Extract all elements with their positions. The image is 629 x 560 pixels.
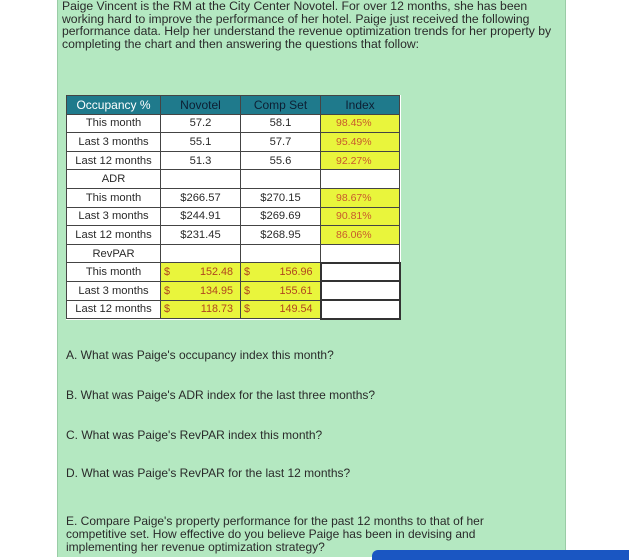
empty-cell [321, 244, 400, 263]
novotel-value [161, 263, 241, 282]
novotel-value: $231.45 [161, 226, 241, 245]
index-answer-cell[interactable] [321, 263, 400, 282]
table-row [67, 188, 400, 207]
currency-symbol: $ [164, 303, 171, 316]
performance-table [66, 95, 401, 320]
amount: 134.95 [199, 284, 233, 297]
novotel-value: 55.1 [161, 133, 241, 152]
index-answer-cell[interactable] [321, 300, 400, 319]
novotel-value: $266.57 [161, 188, 241, 207]
table-row [67, 133, 400, 152]
header-index: Index [321, 96, 400, 115]
amount: 156.96 [279, 266, 313, 279]
row-label: Last 12 months [67, 151, 161, 170]
empty-cell [161, 170, 241, 189]
answer-input-bar[interactable] [372, 550, 629, 560]
comp-value: $270.15 [241, 188, 321, 207]
index-value[interactable]: 90.81% [321, 207, 400, 226]
comp-value: 58.1 [241, 114, 321, 133]
header-novotel: Novotel [161, 96, 241, 115]
question-d: D. What was Paige's RevPAR for the last 12 months? [66, 466, 351, 480]
row-label: Last 3 months [67, 133, 161, 152]
table-row [67, 114, 400, 133]
amount: 155.61 [279, 284, 313, 297]
table-header-row [67, 96, 400, 115]
novotel-value [161, 300, 241, 319]
section-row-revpar [67, 244, 400, 263]
amount: 149.54 [279, 303, 313, 316]
table-row [67, 207, 400, 226]
novotel-value: 57.2 [161, 114, 241, 133]
question-b: B. What was Paige's ADR index for the last three months? [66, 388, 376, 402]
currency-symbol: $ [244, 284, 251, 297]
empty-cell [321, 170, 400, 189]
index-value[interactable]: 92.27% [321, 151, 400, 170]
empty-cell [161, 244, 241, 263]
comp-value: 57.7 [241, 133, 321, 152]
row-label: Last 12 months [67, 226, 161, 245]
row-label: Last 3 months [67, 207, 161, 226]
index-value[interactable]: 98.67% [321, 188, 400, 207]
empty-cell [241, 170, 321, 189]
intro-paragraph: Paige Vincent is the RM at the City Center Novotel. For over 12 months, she has been working hard to improve the performance of her hotel. Paige just received the following performance data. Help her understand the revenue optimization trends for her property by completing the chart and then answering the questions that follow: [62, 0, 552, 51]
table-row [67, 226, 400, 245]
currency-symbol: $ [164, 266, 171, 279]
row-label: This month [67, 114, 161, 133]
currency-symbol: $ [164, 284, 171, 297]
question-a: A. What was Paige's occupancy index this month? [66, 348, 334, 362]
comp-value: 55.6 [241, 151, 321, 170]
header-occupancy: Occupancy % [67, 96, 161, 115]
index-value[interactable]: 98.45% [321, 114, 400, 133]
comp-value [241, 263, 321, 282]
table-row [67, 151, 400, 170]
section-label-adr: ADR [67, 170, 161, 189]
novotel-value [161, 281, 241, 300]
comp-value: $268.95 [241, 226, 321, 245]
comp-value: $269.69 [241, 207, 321, 226]
section-label-revpar: RevPAR [67, 244, 161, 263]
header-comp-set: Comp Set [241, 96, 321, 115]
currency-symbol: $ [244, 266, 251, 279]
novotel-value: 51.3 [161, 151, 241, 170]
question-c: C. What was Paige's RevPAR index this month? [66, 428, 323, 442]
section-row-adr [67, 170, 400, 189]
table-row [67, 281, 400, 300]
index-answer-cell[interactable] [321, 281, 400, 300]
table-row [67, 263, 400, 282]
comp-value [241, 300, 321, 319]
index-value[interactable]: 95.49% [321, 133, 400, 152]
novotel-value: $244.91 [161, 207, 241, 226]
row-label: This month [67, 263, 161, 282]
amount: 152.48 [199, 266, 233, 279]
table-row [67, 300, 400, 319]
worksheet-card [57, 0, 566, 557]
currency-symbol: $ [244, 303, 251, 316]
amount: 118.73 [200, 303, 233, 316]
row-label: Last 12 months [67, 300, 161, 319]
row-label: This month [67, 188, 161, 207]
comp-value [241, 281, 321, 300]
row-label: Last 3 months [67, 281, 161, 300]
index-value[interactable]: 86.06% [321, 226, 400, 245]
empty-cell [241, 244, 321, 263]
question-e: E. Compare Paige's property performance for the past 12 months to that of her competitive set. How effective do you believe Paige has been in devising and implementing her revenue optimization strategy? [66, 514, 484, 554]
